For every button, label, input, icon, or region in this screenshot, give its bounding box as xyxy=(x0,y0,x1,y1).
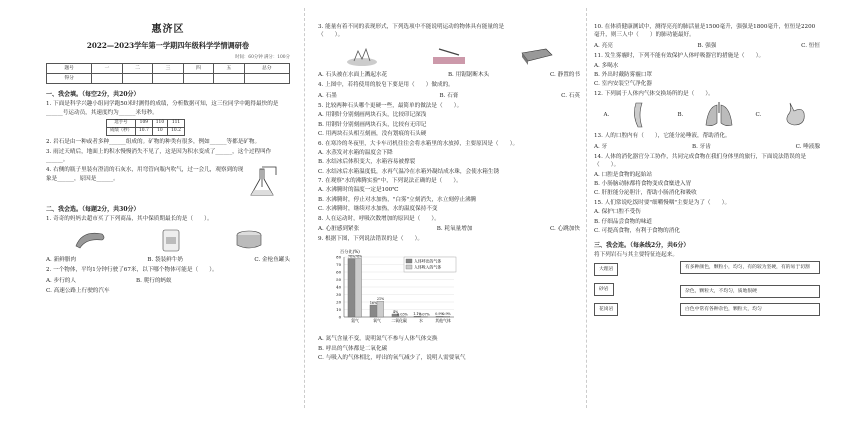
bar-data-label: 0.9% xyxy=(442,312,450,316)
question-text: 2. 一个物体，平均1分钟行驶了67米，以下哪个物体可能是（ ）。 xyxy=(46,266,290,274)
bar-data-label: 16% xyxy=(370,301,377,305)
score-cell[interactable] xyxy=(153,74,183,84)
section-heading: 一、我会填。（每空2分，共20分） xyxy=(46,90,290,99)
option-a[interactable]: A. 氮气含量不变，说明氮气不参与人体气体交换 xyxy=(318,335,580,343)
score-header: 三 xyxy=(153,64,183,74)
y-tick-label: 80 xyxy=(336,254,341,259)
option-c[interactable]: C. 石英 xyxy=(561,92,580,100)
question-text: 10. 在体质健康测试中，测得亮亮的肺活量是1500毫升，强强是1800毫升，恒恒是2200毫升，则三人中（ ）的肺功能最好。 xyxy=(594,23,820,40)
section-heading: 二、我会选。（每题2分，共30分） xyxy=(46,205,290,214)
option-a[interactable]: A. 水沸腾时的温度一定是100℃ xyxy=(318,186,580,194)
option-a[interactable]: A. xyxy=(604,111,610,119)
column-left xyxy=(46,0,290,415)
y-tick-label: 60 xyxy=(336,269,341,274)
option-b[interactable]: B. 小肠脑动脉都将食物变成食糜进入胃 xyxy=(594,180,820,188)
option-a[interactable]: A. 新鲜腊肉 xyxy=(46,256,76,264)
option-a[interactable]: A. 心脏感到紧张 xyxy=(318,225,359,233)
question-text: 13. 人的口腔内有（ ），它能分泌唾液，帮助消化。 xyxy=(594,132,820,140)
bar xyxy=(370,305,377,317)
option-b[interactable]: B. 仔细品尝食物的味道 xyxy=(594,218,820,226)
bar xyxy=(355,258,362,317)
product-images xyxy=(46,226,290,254)
column-divider xyxy=(304,8,305,408)
option-c[interactable]: C. 唾液腺 xyxy=(796,143,820,151)
question-text: 15. 人们常说吃饭时要"细嚼慢咽"主要是为了（ ）。 xyxy=(594,199,820,207)
options-row xyxy=(46,277,290,285)
score-header: 题号 xyxy=(47,64,92,74)
option-b[interactable]: B. 耗氧量增加 xyxy=(437,225,473,233)
trachea-icon xyxy=(628,101,658,129)
bar xyxy=(443,316,450,317)
question-text: 1. 奇奇的妈妈去超市买了下列商品，其中保质期最长的是（ ）。 xyxy=(46,215,290,223)
bar-data-label: 21% xyxy=(377,297,384,301)
rock-sandstone[interactable]: 砂岩 xyxy=(594,283,614,296)
question-text: 5. 比较两种石头哪个更硬一些，最简单的做法是（ ）。 xyxy=(318,102,580,110)
option-c[interactable]: C. 与吸入的气体相比，呼出的氧气减少了，说明人需要氧气 xyxy=(318,354,580,362)
limewater-flask-icon xyxy=(246,165,286,199)
option-b[interactable]: B. xyxy=(677,111,683,119)
x-tick-label: 氮气 xyxy=(351,318,359,323)
table-cell: 10.7 xyxy=(135,128,152,136)
option-a[interactable]: A. 保护口腔不受伤 xyxy=(594,208,820,216)
score-table xyxy=(46,63,290,84)
table-cell: 10 xyxy=(152,128,167,136)
energy-images xyxy=(318,43,580,69)
option-a[interactable]: A. 口腔是食物的起始站 xyxy=(594,171,820,179)
score-cell[interactable] xyxy=(92,74,122,84)
y-tick-label: 20 xyxy=(336,299,341,304)
option-a[interactable]: A. 石头被在水面上溅起水花 xyxy=(318,71,387,79)
bar-data-label: 78% xyxy=(355,254,362,258)
legend-label: 人体吸入的气体 xyxy=(414,264,441,269)
milk-bag-icon xyxy=(159,227,183,253)
option-b[interactable]: B. 用钢针分别刻画两块石头，比较有无印记 xyxy=(318,121,580,129)
options-row xyxy=(318,225,580,233)
column-middle xyxy=(318,0,580,437)
x-tick-label: 二氧化碳 xyxy=(391,318,407,323)
options-row xyxy=(594,143,820,151)
question-text: 7. 在观察"水的沸腾实验"中，下列说法正确的是（ ）。 xyxy=(318,177,580,185)
score-header: 五 xyxy=(214,64,244,74)
question-text: 2. 岩石是由一种或者多种______组成的。矿物的种类有很多，例如______等都是矿物。 xyxy=(46,138,290,146)
options-row xyxy=(318,92,580,100)
question-text: 11. 发生雾霾时，下列不能有效保护人体呼吸器官的措施是（ ）。 xyxy=(594,52,820,60)
gas-chart-svg xyxy=(318,245,580,331)
rock-granite[interactable]: 花岗岩 xyxy=(594,303,618,316)
bar xyxy=(348,258,355,317)
book-icon xyxy=(518,45,554,67)
instruction-text: 将下列岩石与其主要特征连起来。 xyxy=(594,251,820,259)
option-a[interactable]: A. 用钢针分别刻画两块石头，比较印记深浅 xyxy=(318,111,580,119)
bar xyxy=(436,316,443,317)
score-header: 四 xyxy=(183,64,213,74)
question-text: 4. 上图中，若将使用的胶皂下要是用（ ）做成的。 xyxy=(318,81,580,89)
column-divider xyxy=(586,8,587,408)
option-b[interactable]: B. 水沸腾时，停止对水加热，"白雾"立刻消失，水立刻停止沸腾 xyxy=(318,196,580,204)
section-heading: 三、我会连。（每条线2分，共6分） xyxy=(594,241,820,250)
column-right xyxy=(594,0,820,437)
question-text: 8. 人在运动时，呼吸次数增加的原因是（ ）。 xyxy=(318,215,580,223)
exam-meta: 时间：60分钟 满分：100分 xyxy=(46,55,290,62)
question-text: 14. 人体的消化器官分工协作，共同完成食物在我们身体里的旅行，下面说法错误的是（ ）。 xyxy=(594,153,820,170)
question-text: 6. 在寒冷的冬夜里，大卡车司机往往会将水箱里的水放掉，主要原因是（ ）。 xyxy=(318,140,580,148)
x-tick-label: 氧气 xyxy=(373,318,381,323)
table-cell: 10.2 xyxy=(168,128,185,136)
options-row xyxy=(46,256,290,264)
rock-marble[interactable]: 大理岩 xyxy=(594,263,618,276)
organ-images xyxy=(594,100,820,130)
y-tick-label: 50 xyxy=(336,277,341,282)
y-tick-label: 40 xyxy=(336,284,341,289)
y-axis-label: 百分比(%) xyxy=(340,248,360,255)
score-row-label: 得分 xyxy=(47,74,92,84)
feature-1[interactable]: 有多种颜色，颗粒小，均匀，有的较为坚硬，有的易于切割 xyxy=(680,261,820,274)
feature-2[interactable]: 杂色，颗粒大，不均匀，质地很硬 xyxy=(680,285,820,298)
option-c[interactable]: C. 金枪鱼罐头 xyxy=(254,256,290,264)
option-c[interactable]: C. 静置的书 xyxy=(550,71,580,79)
legend-swatch xyxy=(406,259,412,263)
question-with-figure xyxy=(318,22,580,41)
table-cell: 成绩（秒） xyxy=(107,128,136,136)
option-a[interactable]: A. 多喝水 xyxy=(594,62,820,70)
question-text: 4. 右侧的瓶子里装有澄清的石灰水，用弯管向瓶内吹气，过一会儿，观察到的现象是______，原因是______。 xyxy=(46,166,246,198)
stomach-icon xyxy=(780,101,810,129)
y-tick-label: 70 xyxy=(336,262,341,267)
sausage-icon xyxy=(72,228,108,252)
question-text: 1. 下面是科学兴趣小组同学跑50米时测得的成绩，分析数据可知，这三位同学中跑得最快的是______号运动员，其速度约为______米每秒。 xyxy=(46,100,290,117)
table-cell: 109 xyxy=(135,120,152,128)
option-c[interactable]: C. 室内安装空气净化器 xyxy=(594,80,820,88)
exam-title: 2022—2023学年第一学期四年级科学学情调研卷 xyxy=(46,41,290,52)
matching-area xyxy=(594,261,820,321)
option-a[interactable]: A. 牙 xyxy=(594,143,607,151)
speed-table xyxy=(106,119,185,136)
option-c[interactable]: C. 水沸腾时，继续对水加热，水的温度保持不变 xyxy=(318,205,580,213)
option-b[interactable]: B. 外出时戴防雾霾口罩 xyxy=(594,71,820,79)
option-b[interactable]: B. 强强 xyxy=(698,42,717,50)
bar-data-label: 0.9% xyxy=(435,312,443,316)
bar-data-label: 78% xyxy=(348,254,355,258)
tuna-can-icon xyxy=(234,228,264,252)
option-a[interactable]: A. 步行的人 xyxy=(46,277,76,285)
options-row xyxy=(318,71,580,79)
option-b[interactable]: B. 用锯锯断木头 xyxy=(448,71,489,79)
legend-label: 人体呼出的气体 xyxy=(414,258,441,263)
table-cell: 111 xyxy=(168,120,185,128)
splash-icon xyxy=(344,45,380,67)
y-tick-label: 30 xyxy=(336,292,341,297)
x-tick-label: 水 xyxy=(419,318,423,323)
option-b[interactable]: B. 呼出的气体都是二氧化碳 xyxy=(318,345,580,353)
option-a[interactable]: A. 水蒸发对水箱的温度会下降 xyxy=(318,149,580,157)
score-header: 总分 xyxy=(244,64,289,74)
option-b[interactable]: B. 牙齿 xyxy=(692,143,711,151)
option-b[interactable]: B. 水结冰后体积变大，水箱容易被撑裂 xyxy=(318,158,580,166)
option-a[interactable]: A. 亮亮 xyxy=(594,42,613,50)
y-tick-label: 0 xyxy=(339,314,342,319)
bar xyxy=(377,301,384,317)
feature-3[interactable]: 白色中常有各种杂色，颗粒大，均匀 xyxy=(680,303,820,316)
table-cell: 选手号 xyxy=(107,120,136,128)
score-header: 一 xyxy=(92,64,122,74)
y-tick-label: 10 xyxy=(336,307,341,312)
option-a[interactable]: A. 石墨 xyxy=(318,92,337,100)
score-cell[interactable] xyxy=(244,74,289,84)
x-tick-label: 其他气体 xyxy=(435,318,451,323)
saw-icon xyxy=(431,45,467,67)
bar-data-label: 1.1% xyxy=(413,312,421,316)
score-cell[interactable] xyxy=(183,74,213,84)
question-text: 3. 雨过天晴后，地面上的积水慢慢消失不见了，这是因为积水变成了______，这个过程叫作______。 xyxy=(46,148,290,165)
question-text: 9. 根据下图，下列说法错误的是（ ）。 xyxy=(318,235,580,243)
option-c[interactable]: C. 高速公路上行驶的汽车 xyxy=(46,287,290,295)
score-cell[interactable] xyxy=(122,74,152,84)
bar-data-label: 0.07% xyxy=(419,312,429,316)
table-cell: 110 xyxy=(152,120,167,128)
option-c[interactable]: C. 用两块石头相互刻画，没有划痕的石头硬 xyxy=(318,130,580,138)
option-c[interactable]: C. 水结冰后水箱温度低，水再气温冷在水箱外凝结成水珠，会使水箱生锈 xyxy=(318,168,580,176)
option-b[interactable]: B. 爬行的蚂蚁 xyxy=(136,277,172,285)
option-c[interactable]: C. 肝脏能分泌胆汁，帮助小肠消化和吸收 xyxy=(594,189,820,197)
option-c[interactable]: C. 可提高食物，有利于食物的消化 xyxy=(594,227,820,235)
option-b[interactable]: B. 石膏 xyxy=(440,92,459,100)
gas-chart xyxy=(318,245,580,334)
question-with-figure xyxy=(46,165,290,199)
option-b[interactable]: B. 袋装鲜牛奶 xyxy=(147,256,183,264)
bar-data-label: 4% xyxy=(393,310,398,314)
score-cell[interactable] xyxy=(214,74,244,84)
question-text: 12. 下列属于人体内气体交换场所的是（ ）。 xyxy=(594,90,820,98)
option-c[interactable]: C. xyxy=(756,111,762,119)
options-row xyxy=(594,42,820,50)
option-c[interactable]: C. 恒恒 xyxy=(801,42,820,50)
legend-swatch xyxy=(406,265,412,269)
bar-data-label: 0.03% xyxy=(397,312,407,316)
district-title: 惠济区 xyxy=(46,22,290,37)
question-text: 3. 能量有着不同的表现形式，下列选项中不能说明运动的物体具有能量的是（ ）。 xyxy=(318,23,518,40)
lungs-icon xyxy=(702,101,736,129)
option-c[interactable]: C. 心跳加快 xyxy=(550,225,580,233)
score-header: 二 xyxy=(122,64,152,74)
